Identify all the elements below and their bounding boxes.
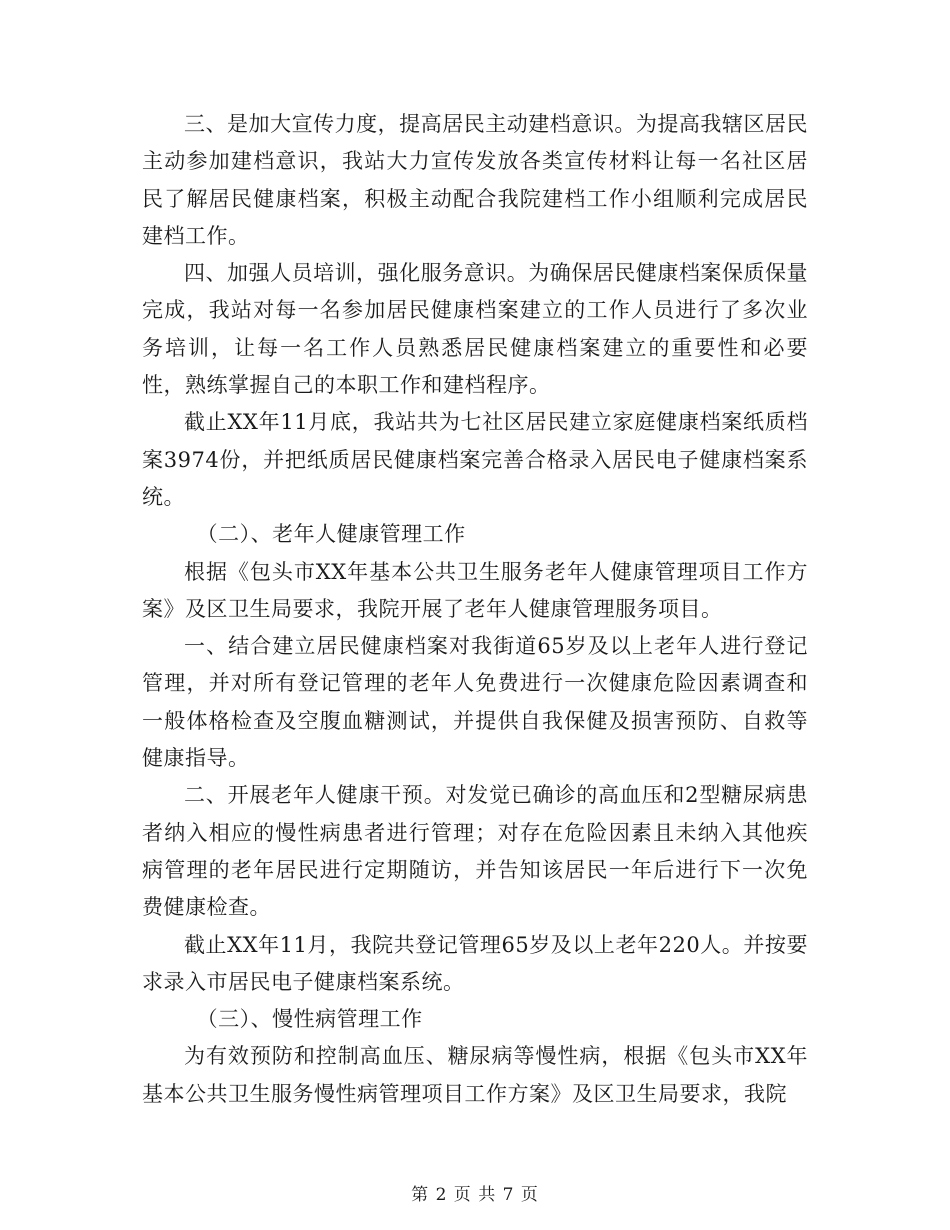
paragraph-chronic-plan: 为有效预防和控制高血压、糖尿病等慢性病，根据《包头市XX年基本公共卫生服务慢性病管理项目工作方案》及区卫生局要求，我院 (142, 1044, 808, 1106)
footer-suffix: 页 (520, 1185, 539, 1205)
paragraph-elderly-intervention: 二、开展老年人健康干预。对发觉已确诊的高血压和2型糖尿病患者纳入相应的慢性病患者进行管理；对存在危险因素且未纳入其他疾病管理的老年居民进行定期随访，并告知该居民一年后进行下一次免费健康检查。 (142, 783, 808, 920)
paragraph-archive-count: 截止XX年11月底，我站共为七社区居民建立家庭健康档案纸质档案3974份，并把纸质居民健康档案完善合格录入居民电子健康档案系统。 (142, 410, 808, 509)
paragraph-elderly-plan: 根据《包头市XX年基本公共卫生服务老年人健康管理项目工作方案》及区卫生局要求，我院开展了老年人健康管理服务项目。 (142, 559, 808, 621)
paragraph-elderly-registration: 一、结合建立居民健康档案对我街道65岁及以上老年人进行登记管理，并对所有登记管理的老年人免费进行一次健康危险因素调查和一般体格检查及空腹血糖测试，并提供自我保健及损害预防、自救等健康指导。 (142, 634, 808, 771)
document-body (142, 106, 808, 1113)
section-heading-chronic: （三）、慢性病管理工作 (196, 1007, 423, 1032)
page-footer (0, 1180, 950, 1205)
paragraph-publicity: 三、是加大宣传力度，提高居民主动建档意识。为提高我辖区居民主动参加建档意识，我站大力宣传发放各类宣传材料让每一名社区居民了解居民健康档案，积极主动配合我院建档工作小组顺利完成居民建档工作。 (142, 112, 808, 248)
footer-total-pages: 7 (502, 1185, 515, 1205)
paragraph-elderly-count: 截止XX年11月，我院共登记管理65岁及以上老年220人。并按要求录入市居民电子健康档案系统。 (142, 932, 808, 994)
footer-current-page: 2 (435, 1185, 448, 1205)
paragraph-training: 四、加强人员培训，强化服务意识。为确保居民健康档案保质保量完成，我站对每一名参加居民健康档案建立的工作人员进行了多次业务培训，让每一名工作人员熟悉居民健康档案建立的重要性和必要性，熟练掌握自己的本职工作和建档程序。 (142, 261, 808, 398)
footer-prefix: 第 (411, 1185, 430, 1205)
footer-middle: 页 共 (453, 1185, 497, 1205)
section-heading-elderly: （二）、老年人健康管理工作 (196, 522, 466, 547)
